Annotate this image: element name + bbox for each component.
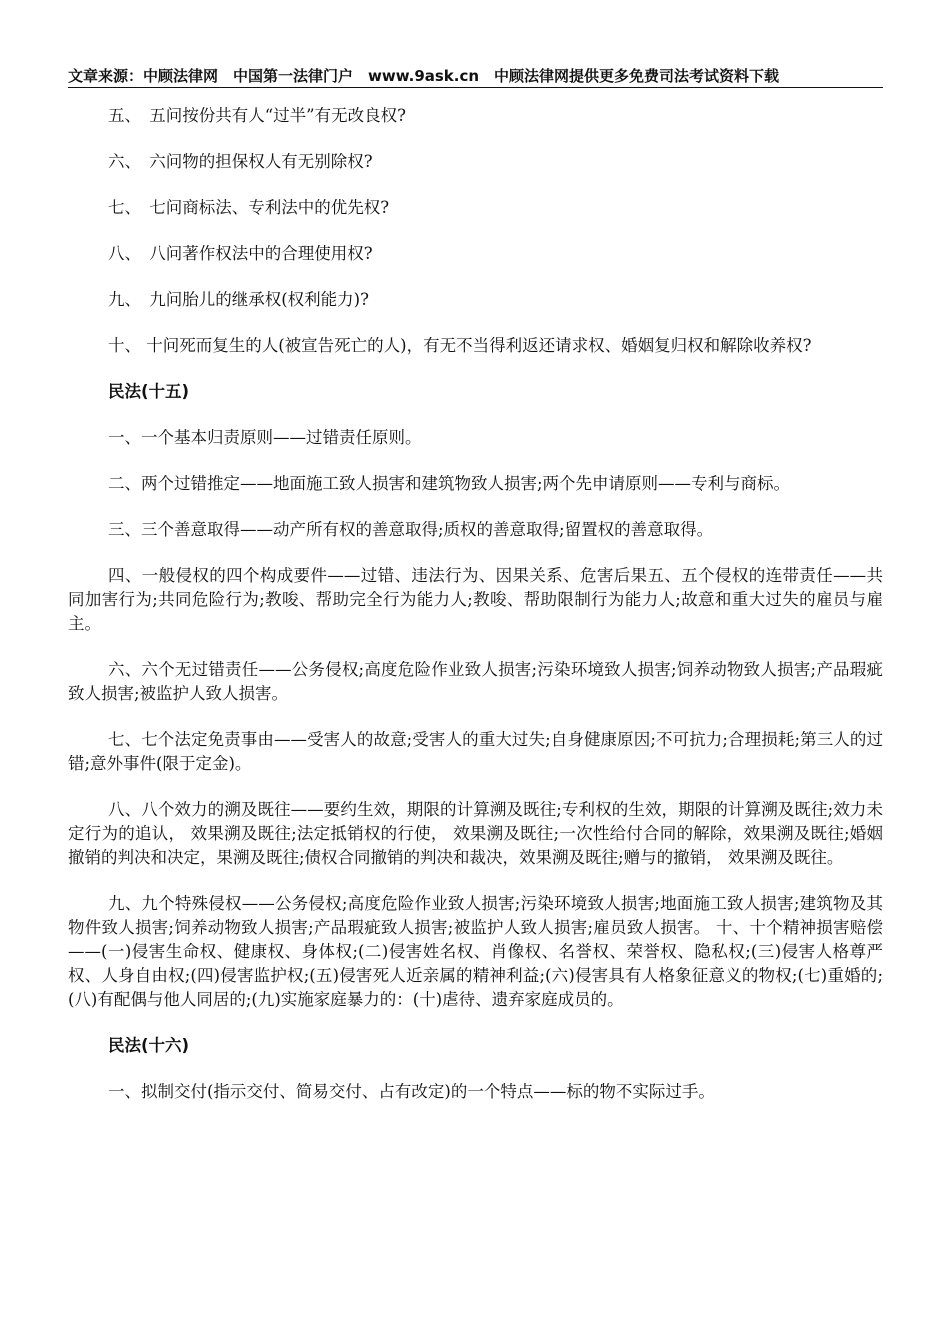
paragraph: 五、 五问按份共有人“过半”有无改良权? <box>108 106 406 125</box>
document-header: 文章来源：中顾法律网 中国第一法律门户 www.9ask.cn 中顾法律网提供更多免费司法考试资料下载 <box>68 67 780 85</box>
paragraph: 九、 九问胎儿的继承权(权利能力)? <box>108 290 369 309</box>
paragraph: 八、 八问著作权法中的合理使用权? <box>108 244 373 263</box>
paragraph: 十、 十问死而复生的人(被宣告死亡的人)，有无不当得利返还请求权、婚姻复归权和解除收养权? <box>108 336 812 355</box>
paragraph: 七、七个法定免责事由——受害人的故意;受害人的重大过失;自身健康原因;不可抗力;合理损耗;第三人的过错;意外事件(限于定金)。 <box>68 730 883 773</box>
paragraph: 六、六个无过错责任——公务侵权;高度危险作业致人损害;污染环境致人损害;饲养动物致人损害;产品瑕疵致人损害;被监护人致人损害。 <box>68 660 883 703</box>
paragraph: 二、两个过错推定——地面施工致人损害和建筑物致人损害;两个先申请原则——专利与商标。 <box>108 474 791 493</box>
paragraph: 七、 七问商标法、专利法中的优先权? <box>108 198 390 217</box>
section-heading: 民法(十五) <box>108 382 190 401</box>
header-divider <box>68 87 883 88</box>
paragraph: 四、一般侵权的四个构成要件——过错、违法行为、因果关系、危害后果五、五个侵权的连带责任——共同加害行为;共同危险行为;教唆、帮助完全行为能力人;教唆、帮助限制行为能力人;故意和重大过失的雇员与雇主。 <box>68 566 883 633</box>
paragraph: 一、拟制交付(指示交付、简易交付、占有改定)的一个特点——标的物不实际过手。 <box>108 1082 715 1101</box>
paragraph: 八、八个效力的溯及既往——要约生效，期限的计算溯及既往;专利权的生效，期限的计算溯及既往;效力未定行为的追认， 效果溯及既往;法定抵销权的行使， 效果溯及既往;一次性给付合同的解除，效果溯及既往;婚姻撤销的判决和决定，果溯及既往;债权合同撤销的判决和裁决，效果溯及既往;赠与的撤销， 效果溯及既往。 <box>68 800 883 867</box>
section-heading: 民法(十六) <box>108 1036 190 1055</box>
paragraph: 一、一个基本归责原则——过错责任原则。 <box>108 428 422 447</box>
paragraph: 三、三个善意取得——动产所有权的善意取得;质权的善意取得;留置权的善意取得。 <box>108 520 714 539</box>
paragraph: 九、九个特殊侵权——公务侵权;高度危险作业致人损害;污染环境致人损害;地面施工致人损害;建筑物及其物件致人损害;饲养动物致人损害;产品瑕疵致人损害;被监护人致人损害;雇员致人损害。 十、十个精神损害赔偿——(一)侵害生命权、健康权、身体权;(二)侵害姓名权、肖像权、名誉权、荣誉权、隐私权;(三)侵害人格尊严权、人身自由权;(四)侵害监护权;(五)侵害死人近亲属的精神利益;(六)侵害具有人格象征意义的物权;(七)重婚的;(八)有配偶与他人同居的;(九)实施家庭暴力的：(十)虐待、遗弃家庭成员的。 <box>68 894 883 1009</box>
document-body <box>68 104 883 1126</box>
paragraph: 六、 六问物的担保权人有无别除权? <box>108 152 373 171</box>
